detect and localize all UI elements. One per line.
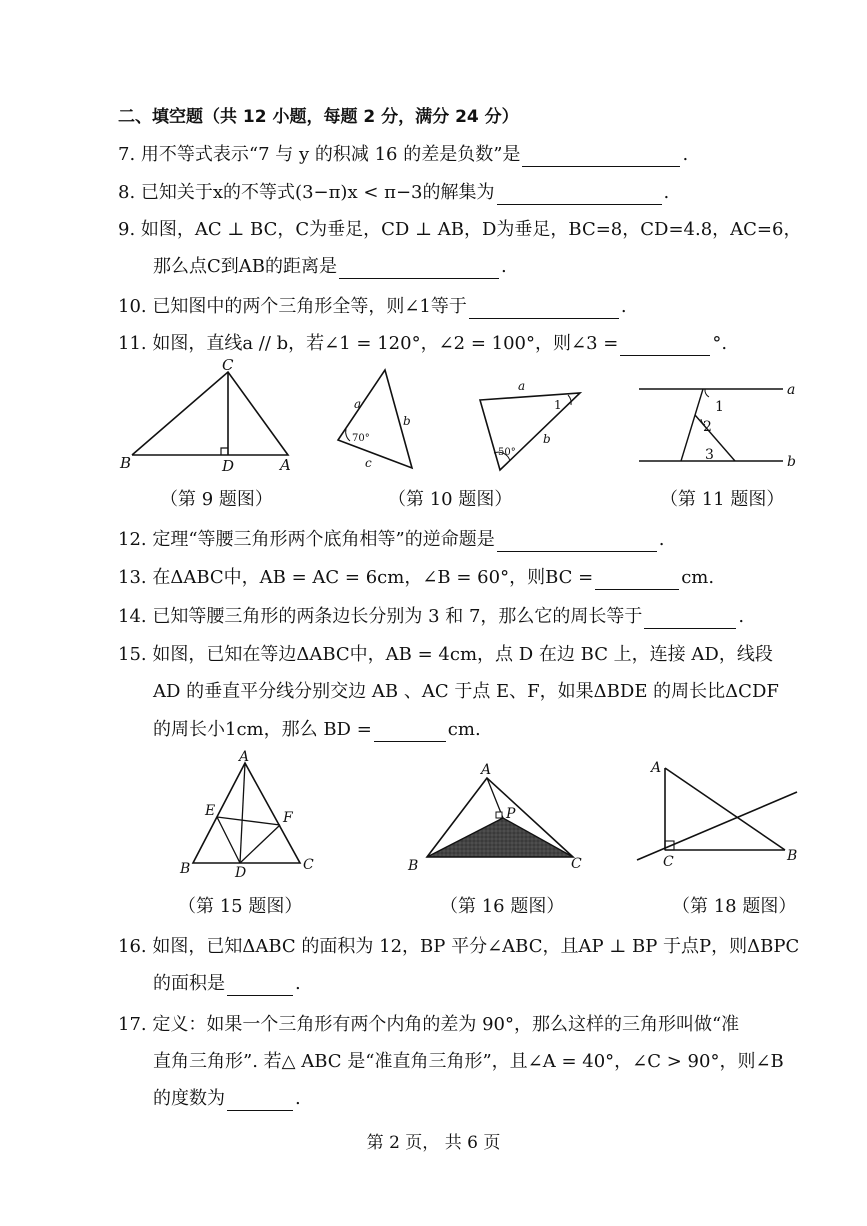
label-A: A xyxy=(280,456,291,474)
answer-blank[interactable] xyxy=(497,186,662,205)
question-text: AD 的垂直平分线分别交边 AB 、AC 于点 E、F，如果ΔBDE 的周长比ΔCDF xyxy=(153,681,779,702)
label-C: C xyxy=(663,854,674,870)
label-a: a xyxy=(354,397,362,411)
label-3: 3 xyxy=(705,447,714,463)
question-end: . xyxy=(738,606,745,627)
caption-fig10: （第 10 题图） xyxy=(388,489,513,510)
answer-blank[interactable] xyxy=(644,610,736,629)
label-E: E xyxy=(205,803,216,819)
question-17-cont1 xyxy=(153,1050,784,1074)
question-11 xyxy=(118,332,727,356)
question-14 xyxy=(118,605,744,629)
section-title: 二、填空题（共 12 小题，每题 2 分，满分 24 分） xyxy=(118,107,519,127)
question-9-cont xyxy=(153,255,507,279)
question-text: 的周长小1cm，那么 BD = xyxy=(153,719,372,740)
question-16 xyxy=(118,935,799,959)
figure-11 xyxy=(635,375,810,475)
caption-fig11: （第 11 题图） xyxy=(660,489,785,510)
label-A: A xyxy=(481,762,492,778)
label-1: 1 xyxy=(715,399,724,415)
question-text: 15. 如图，已知在等边ΔABC中，AB = 4cm，点 D 在边 BC 上，连接 AD，线段 xyxy=(118,644,773,665)
label-c: c xyxy=(365,456,372,470)
caption-fig18: （第 18 题图） xyxy=(672,896,797,917)
question-16-cont xyxy=(153,972,301,996)
label-F: F xyxy=(283,810,293,826)
answer-blank[interactable] xyxy=(497,533,657,552)
question-7 xyxy=(118,143,688,167)
question-text: 14. 已知等腰三角形的两条边长分别为 3 和 7，那么它的周长等于 xyxy=(118,606,643,627)
question-end: . xyxy=(295,1088,301,1109)
question-end: . xyxy=(663,182,670,203)
question-15 xyxy=(118,643,773,667)
caption-fig9: （第 9 题图） xyxy=(160,489,273,510)
answer-blank[interactable] xyxy=(227,977,293,996)
question-12 xyxy=(118,528,664,552)
label-P: P xyxy=(506,806,516,822)
label-C: C xyxy=(571,856,582,872)
label-70deg: 70° xyxy=(352,433,370,444)
answer-blank[interactable] xyxy=(469,300,619,319)
label-b: b xyxy=(787,454,796,470)
label-D: D xyxy=(235,865,247,881)
question-end: . xyxy=(501,256,507,277)
figure-10 xyxy=(330,365,620,475)
question-15-cont1 xyxy=(153,680,779,704)
question-end: . xyxy=(295,973,301,994)
answer-blank[interactable] xyxy=(595,571,679,590)
question-text: 8. 已知关于x的不等式(3−π)x < π−3的解集为 xyxy=(118,182,495,203)
label-b: b xyxy=(403,414,411,428)
question-text: 直角三角形”. 若△ ABC 是“准直角三角形”，且∠A = 40°，∠C > 90°，则∠B xyxy=(153,1051,784,1072)
label-a2: a xyxy=(518,379,526,393)
label-B: B xyxy=(787,848,798,864)
answer-blank[interactable] xyxy=(374,723,446,742)
question-17-cont2 xyxy=(153,1087,301,1111)
figure-18 xyxy=(635,760,810,875)
question-text: 的面积是 xyxy=(153,973,225,994)
label-a: a xyxy=(787,382,796,398)
question-text: 7. 用不等式表示“7 与 y 的积减 16 的差是负数”是 xyxy=(118,144,521,165)
label-B: B xyxy=(120,454,132,472)
label-B: B xyxy=(408,858,419,874)
answer-blank[interactable] xyxy=(339,260,499,279)
question-15-cont2 xyxy=(153,718,481,742)
question-end: . xyxy=(620,296,627,317)
label-C: C xyxy=(222,356,234,374)
question-13 xyxy=(118,566,714,590)
caption-fig15: （第 15 题图） xyxy=(178,896,303,917)
question-10 xyxy=(118,295,627,319)
label-A: A xyxy=(239,749,250,765)
question-text: 17. 定义：如果一个三角形有两个内角的差为 90°，那么这样的三角形叫做“准 xyxy=(118,1014,740,1035)
label-b2: b xyxy=(543,432,551,446)
question-text: 9. 如图，AC ⊥ BC，C为垂足，CD ⊥ AB，D为垂足，BC=8，CD=4.8，AC=6， xyxy=(118,219,802,240)
label-2: 2 xyxy=(703,419,712,435)
question-8 xyxy=(118,181,669,205)
question-text: 的度数为 xyxy=(153,1088,225,1109)
question-text: 16. 如图，已知ΔABC 的面积为 12，BP 平分∠ABC，且AP ⊥ BP 于点P，则ΔBPC xyxy=(118,936,800,957)
label-A: A xyxy=(651,760,662,776)
label-1: 1 xyxy=(554,398,562,412)
question-text: 11. 如图，直线a // b，若∠1 = 120°，∠2 = 100°，则∠3 = xyxy=(118,333,619,354)
question-text: 那么点C到AB的距离是 xyxy=(153,256,337,277)
question-17 xyxy=(118,1013,739,1037)
figure-16 xyxy=(405,760,590,875)
question-end: cm. xyxy=(681,567,715,588)
label-D: D xyxy=(222,457,235,475)
question-text: 12. 定理“等腰三角形两个底角相等”的逆命题是 xyxy=(118,529,495,550)
question-text: 13. 在ΔABC中，AB = AC = 6cm，∠B = 60°，则BC = xyxy=(118,567,594,588)
answer-blank[interactable] xyxy=(227,1092,293,1111)
answer-blank[interactable] xyxy=(620,337,710,356)
answer-blank[interactable] xyxy=(522,148,680,167)
label-50deg: 50° xyxy=(498,447,516,458)
caption-fig16: （第 16 题图） xyxy=(440,896,565,917)
question-end: . xyxy=(658,529,665,550)
label-C: C xyxy=(303,857,314,873)
question-9 xyxy=(118,218,801,242)
label-B: B xyxy=(180,861,191,877)
question-end: cm. xyxy=(447,719,481,740)
figure-15 xyxy=(175,749,325,881)
page-footer: 第 2 页， 共 6 页 xyxy=(366,1133,501,1153)
question-end: °. xyxy=(712,333,728,354)
question-text: 10. 已知图中的两个三角形全等，则∠1等于 xyxy=(118,296,467,317)
question-end: . xyxy=(682,144,689,165)
figure-9 xyxy=(120,356,300,475)
